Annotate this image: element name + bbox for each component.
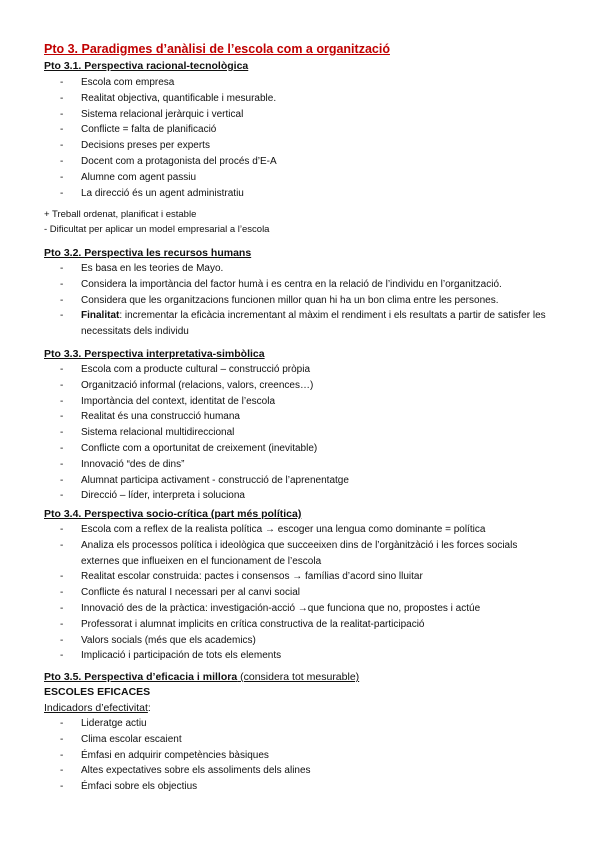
list-item: - Escola com a reflex de la realista política → escoger una lengua como dominante = política [60,524,486,535]
list-item: - Finalitat: incrementar la eficàcia incrementant al màxim el rendiment i els resultats a partir de satisfer les necessitats dels individu [60,310,546,338]
section-heading-3-2: Pto 3.2. Perspectiva les recursos humans [44,247,252,259]
list-item: - Considera que les organitzacions funcionen millor quan hi ha un bon clima entre les persones. [60,294,499,306]
list-item: - Lideratge actiu [60,718,147,729]
list-item: - Valors socials (més que els academics) [60,634,256,646]
list-item: - Sistema relacional multidireccional [60,427,235,439]
list-item: - Escola com empresa [60,77,175,88]
section-list-3-5 [0,716,551,795]
list-item: - Direcció – líder, interpreta i soluciona [60,490,245,502]
list-item: - La direcció és un agent administratiu [60,187,244,199]
list-item: - Innovació “des de dins” [60,458,185,470]
list-item: - Conflicte = falta de planificació [60,124,217,136]
list-item: - Decisions preses per experts [60,140,210,152]
list-item: - Sistema relacional jeràrquic i vertical [60,108,244,120]
section-heading-3-4: Pto 3.4. Perspectiva socio-crítica (part més política) [44,508,302,520]
list-item: - Alumne com agent passiu [60,171,197,183]
list-item: - Escola com a producte cultural – construcció pròpia [60,364,311,375]
section-list-3-2 [0,261,551,340]
section-list-3-4 [0,522,551,664]
indicators-label: Indicadors d’efectivitat: [44,702,151,714]
advantage-note: + Treball ordenat, planificat i estable [44,209,197,220]
list-item: - Organització informal (relacions, valors, creences…) [60,379,314,391]
section-heading-3-3: Pto 3.3. Perspectiva interpretativa-simbòlica [44,348,265,360]
disadvantage-note: - Dificultat per aplicar un model empresarial a l’escola [44,224,270,235]
section-list-3-3 [0,362,551,504]
list-item: - Clima escolar escaient [60,733,182,745]
list-item: - Docent com a protagonista del procés d’E-A [60,155,277,167]
list-item: - Altes expectatives sobre els assoliments dels alines [60,765,311,777]
list-item: - Implicació i participación de tots els elements [60,650,282,662]
list-item: - Alumnat participa activament - construcció de l’aprenentatge [60,474,349,486]
list-item: - Importància del context, identitat de l’escola [60,395,275,407]
list-item: - Realitat escolar construida: pactes i consensos → famílias d’acord sino lluitar [60,571,423,583]
list-item: - Analiza els processos política i ideològica que succeeixen dins de l’orgànitzàció i les forces socials externes que influeixen en el funcionament de l’escola [60,539,518,567]
section-heading-3-5: Pto 3.5. Perspectiva d’eficacia i millora (considera tot mesurable) [44,671,360,683]
list-item: - Conflicte com a oportunitat de creixement (inevitable) [60,442,318,454]
list-item: - Innovació des de la pràctica: investigación-acció →que funciona que no, propostes i actúe [60,602,481,614]
list-item: - Professorat i alumnat implicits en crítica constructiva de la realitat-participació [60,618,425,630]
list-item: - Realitat objectiva, quantificable i mesurable. [60,92,277,104]
list-item: - Considera la importància del factor humà i es centra en la relació de l’individu en l’organització. [60,278,502,290]
list-item: - Realitat és una construcció humana [60,411,240,423]
list-item: - Conflicte és natural I necessari per al canvi social [60,587,300,599]
subheading-escoles-eficaces: ESCOLES EFICACES [44,686,151,698]
page-title: Pto 3. Paradigmes d’anàlisi de l’escola com a organització [44,42,390,56]
list-item: - Émfasi en adquirir competències bàsiques [60,749,269,761]
list-item: - Émfaci sobre els objectius [60,781,198,793]
section-heading-3-1: Pto 3.1. Perspectiva racional-tecnològica [44,60,249,72]
section-list-3-1 [0,75,551,201]
list-item: - Es basa en les teories de Mayo. [60,263,224,274]
